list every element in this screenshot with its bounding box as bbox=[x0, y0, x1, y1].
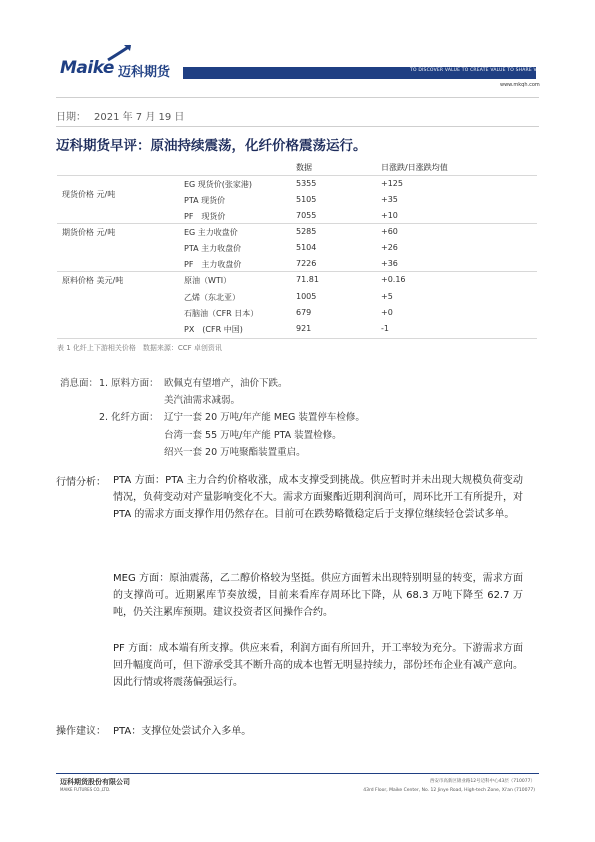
table-caption: 表 1 化纤上下游相关价格 数据来源：CCF 卓创资讯 bbox=[57, 344, 222, 352]
logo-text: Maike bbox=[60, 58, 114, 78]
tagline: TO DISCOVER VALUE TO CREATE VALUE TO SHARE VALUE bbox=[410, 68, 549, 73]
date-label: 日期： bbox=[56, 112, 86, 123]
row-item: 原油（WTI） bbox=[184, 276, 232, 285]
advice-label: 操作建议： bbox=[56, 726, 106, 737]
logo-cn-text: 迈科期货 bbox=[118, 65, 171, 80]
row-item: EG 主力收盘价 bbox=[184, 228, 238, 237]
table-row bbox=[57, 273, 537, 288]
footer-address-en: 43rd Floor, Maike Center, No. 12 Jinye Road, High-tech Zone, Xi'an (710077) bbox=[363, 788, 535, 793]
row-value: 1005 bbox=[296, 292, 317, 301]
row-item: PF 现货价 bbox=[184, 212, 226, 221]
footer-address-cn: 西安市高新区锦业路12号迈科中心43层（710077） bbox=[429, 779, 535, 784]
row-change: +36 bbox=[381, 259, 398, 268]
footer-address bbox=[363, 777, 535, 795]
news-label: 消息面： bbox=[60, 378, 99, 389]
date-value: 2021 年 7 月 19 日 bbox=[94, 112, 185, 123]
analysis-pf: PF 方面：成本端有所支撑。供应来看，利润方面有所回升，开工率较为充分。下游需求方面回升幅度尚可，但下游承受其不断升高的成本也暂无明显持续力，部份坯布企业有减产意向。因此行情或将震荡偏强运行。 bbox=[113, 643, 523, 688]
table-group-rule bbox=[57, 271, 537, 272]
analysis-label: 行情分析： bbox=[56, 477, 106, 488]
row-item: PX (CFR 中国) bbox=[184, 325, 243, 334]
table-group-rule bbox=[57, 223, 537, 224]
row-item: 乙烯（东北亚） bbox=[184, 293, 240, 302]
company-logo bbox=[60, 58, 170, 80]
news-item1-line2: 美汽油需求减弱。 bbox=[164, 395, 241, 406]
table-header-rule bbox=[57, 175, 537, 176]
row-item: PTA 现货价 bbox=[184, 196, 226, 205]
row-change: +10 bbox=[381, 211, 398, 220]
table-row bbox=[57, 209, 537, 224]
table-header-data: 数据 bbox=[296, 163, 312, 172]
row-change: +26 bbox=[381, 243, 398, 252]
row-change: +0.16 bbox=[381, 275, 406, 284]
row-value: 5104 bbox=[296, 243, 317, 252]
news-item1-line1: 欧佩克有望增产，油价下跌。 bbox=[164, 378, 288, 389]
news-item2-line1: 辽宁一套 20 万吨/年产能 MEG 装置停车检修。 bbox=[164, 412, 365, 423]
row-value: 679 bbox=[296, 308, 312, 317]
analysis-meg: MEG 方面：原油震荡，乙二醇价格较为坚挺。供应方面暂未出现特别明显的转变，需求方面的支撑尚可。近期累库节奏放缓，目前来看库存周环比下降，从 68.3 万吨下降至 62.7 万吨，仍关注累库预期。建议投资者区间操作合约。 bbox=[113, 573, 523, 618]
row-category: 原料价格 美元/吨 bbox=[62, 276, 124, 285]
footer-company-en: MAIKE FUTURES CO.,LTD. bbox=[60, 787, 111, 792]
table-row bbox=[57, 306, 537, 321]
table-header-change: 日涨跌/日涨跌均值 bbox=[381, 163, 448, 172]
table-row bbox=[57, 225, 537, 240]
row-change: +0 bbox=[381, 308, 393, 317]
row-change: +125 bbox=[381, 179, 403, 188]
row-change: +5 bbox=[381, 292, 393, 301]
news-item1-label: 1. 原料方面： bbox=[99, 378, 159, 389]
table-bottom-rule bbox=[57, 338, 537, 339]
table-row bbox=[57, 241, 537, 256]
row-category: 期货价格 元/吨 bbox=[62, 228, 116, 237]
row-value: 71.81 bbox=[296, 275, 319, 284]
row-change: +35 bbox=[381, 195, 398, 204]
row-category: 现货价格 元/吨 bbox=[62, 190, 116, 199]
row-item: EG 现货价(张家港) bbox=[184, 180, 253, 189]
footer-rule bbox=[56, 773, 539, 774]
advice-text: PTA：支撑位处尝试介入多单。 bbox=[113, 726, 252, 737]
row-value: 7055 bbox=[296, 211, 317, 220]
title-rule bbox=[56, 126, 539, 127]
table-row bbox=[57, 257, 537, 272]
row-item: PTA 主力收盘价 bbox=[184, 244, 242, 253]
row-change: -1 bbox=[381, 324, 389, 333]
table-row bbox=[57, 193, 537, 208]
row-change: +60 bbox=[381, 227, 398, 236]
news-item2-line3: 绍兴一套 20 万吨聚酯装置重启。 bbox=[164, 447, 306, 458]
footer-company-cn: 迈科期货股份有限公司 bbox=[60, 778, 130, 786]
table-row bbox=[57, 290, 537, 305]
website-url[interactable]: www.mkqh.com bbox=[500, 82, 540, 88]
row-item: 石脑油（CFR 日本） bbox=[184, 309, 259, 318]
news-item2-line2: 台湾一套 55 万吨/年产能 PTA 装置检修。 bbox=[164, 430, 342, 441]
row-value: 7226 bbox=[296, 259, 317, 268]
header-rule bbox=[56, 97, 539, 98]
analysis-pta: PTA 方面：PTA 主力合约价格收涨，成本支撑受到挑战。供应暂时并未出现大规模负荷变动情况，负荷变动对产量影响变化不大。需求方面聚酯近期利润尚可，周环比开工有所提升，对 PTA 的需求方面支撑作用仍然存在。目前可在跌势略微稳定后于支撑位继续轻仓尝试多单。 bbox=[113, 475, 523, 520]
row-item: PF 主力收盘价 bbox=[184, 260, 242, 269]
row-value: 5285 bbox=[296, 227, 317, 236]
page-title: 迈科期货早评：原油持续震荡，化纤价格震荡运行。 bbox=[56, 138, 367, 154]
row-value: 921 bbox=[296, 324, 312, 333]
news-item2-label: 2. 化纤方面： bbox=[99, 412, 159, 423]
table-row bbox=[57, 322, 537, 337]
row-value: 5355 bbox=[296, 179, 317, 188]
row-value: 5105 bbox=[296, 195, 317, 204]
